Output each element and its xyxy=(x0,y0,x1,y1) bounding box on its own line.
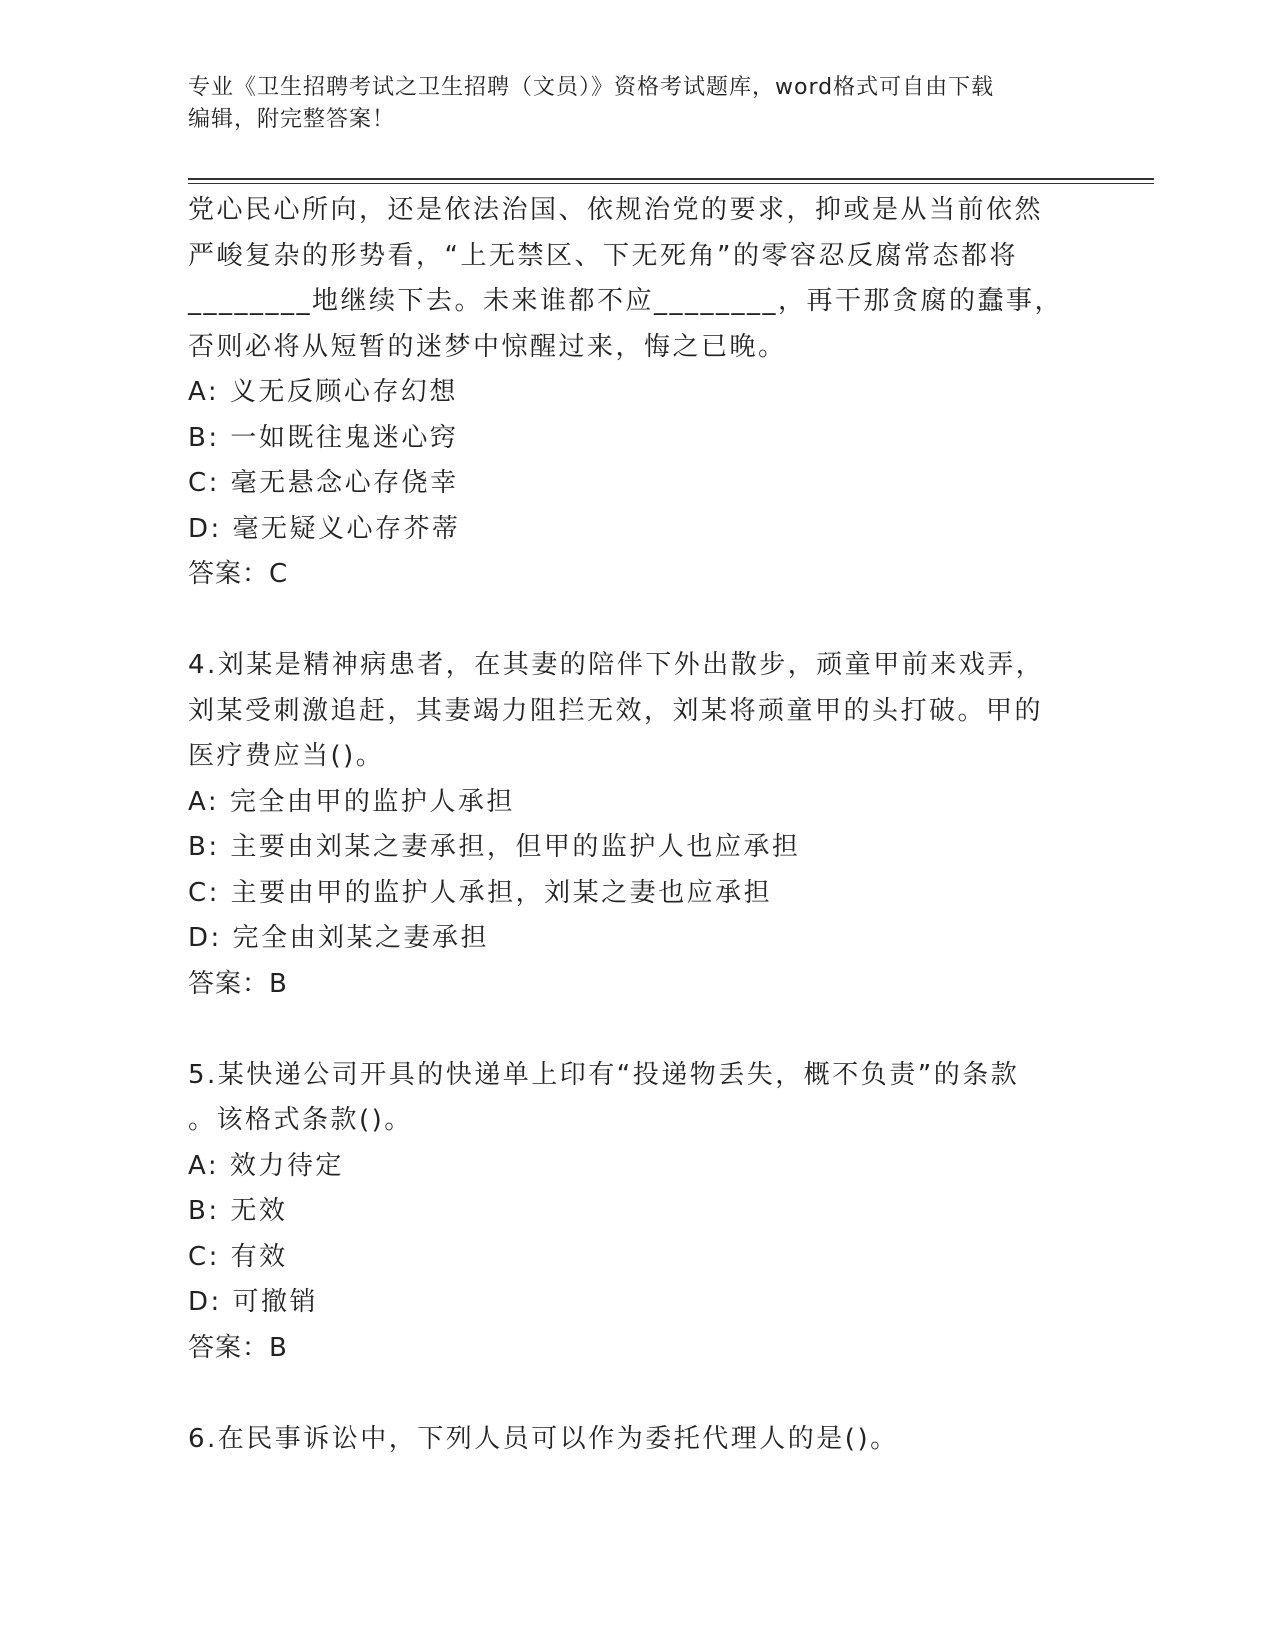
question-4-text-line: 4.刘某是精神病患者，在其妻的陪伴下外出散步，顽童甲前来戏弄， xyxy=(188,650,1045,680)
question-4-option-c: C: 主要由甲的监护人承担，刘某之妻也应承担 xyxy=(188,877,773,908)
question-4-text-line: 医疗费应当()。 xyxy=(188,741,385,771)
question-3-option-d: D: 毫无疑义心存芥蒂 xyxy=(188,513,461,544)
question-5-option-d: D: 可撤销 xyxy=(188,1287,319,1317)
question-5-option-b: B: 无效 xyxy=(188,1196,288,1226)
question-4-option-b: B: 主要由刘某之妻承担，但甲的监护人也应承担 xyxy=(188,832,801,862)
question-4-option-d: D: 完全由刘某之妻承担 xyxy=(188,923,490,953)
question-3-answer xyxy=(188,552,1088,598)
header-divider xyxy=(188,178,1154,180)
question-6-text-line: 6.在民事诉讼中，下列人员可以作为委托代理人的是()。 xyxy=(188,1423,899,1454)
spacer xyxy=(188,598,1088,644)
question-4 xyxy=(188,643,1088,1007)
spacer xyxy=(188,1371,1088,1417)
question-5 xyxy=(188,1053,1088,1372)
header-divider-thin xyxy=(188,183,1154,184)
document-header xyxy=(188,72,1068,136)
header-line-2: 编辑，附完整答案！ xyxy=(188,107,396,132)
answer-value: B xyxy=(269,968,288,999)
question-4-option-a: A: 完全由甲的监护人承担 xyxy=(188,786,515,817)
question-3-text-line: 党心民心所向，还是依法治国、依规治党的要求，抑或是从当前依然 xyxy=(188,195,1044,225)
question-3-text-line: 严峻复杂的形势看，“上无禁区、下无死角”的零容忍反腐常态都将 xyxy=(188,240,1018,271)
question-5-answer xyxy=(188,1326,1088,1372)
answer-value: C xyxy=(269,559,289,589)
question-3 xyxy=(188,188,1088,598)
question-3-option-a: A: 义无反顾心存幻想 xyxy=(188,377,458,407)
answer-label: 答案： xyxy=(188,1332,270,1363)
spacer xyxy=(188,1007,1088,1053)
answer-label: 答案： xyxy=(188,559,270,589)
question-3-option-c: C: 毫无悬念心存侥幸 xyxy=(188,468,459,498)
header-line-1: 专业《卫生招聘考试之卫生招聘（文员）》资格考试题库，word格式可自由下载 xyxy=(188,75,995,100)
question-4-text-line: 刘某受刺激追赶，其妻竭力阻拦无效，刘某将顽童甲的头打破。甲的 xyxy=(188,695,1044,726)
question-6 xyxy=(188,1417,1088,1463)
answer-value: B xyxy=(269,1332,288,1363)
question-5-text-line: 。该格式条款()。 xyxy=(188,1105,413,1135)
question-4-answer xyxy=(188,962,1088,1008)
document-body xyxy=(188,188,1088,1462)
question-5-option-c: C: 有效 xyxy=(188,1241,288,1272)
question-5-option-a: A: 效力待定 xyxy=(188,1150,344,1181)
question-3-option-b: B: 一如既往鬼迷心窍 xyxy=(188,422,459,453)
question-3-text-line: ________地继续下去。未来谁都不应________，再干那贪腐的蠢事， xyxy=(188,286,1064,316)
question-5-text-line: 5.某快递公司开具的快递单上印有“投递物丢失，概不负责”的条款 xyxy=(188,1059,1020,1090)
question-3-text-line: 否则必将从短暂的迷梦中惊醒过来，悔之已晚。 xyxy=(188,331,787,362)
answer-label: 答案： xyxy=(188,968,270,999)
